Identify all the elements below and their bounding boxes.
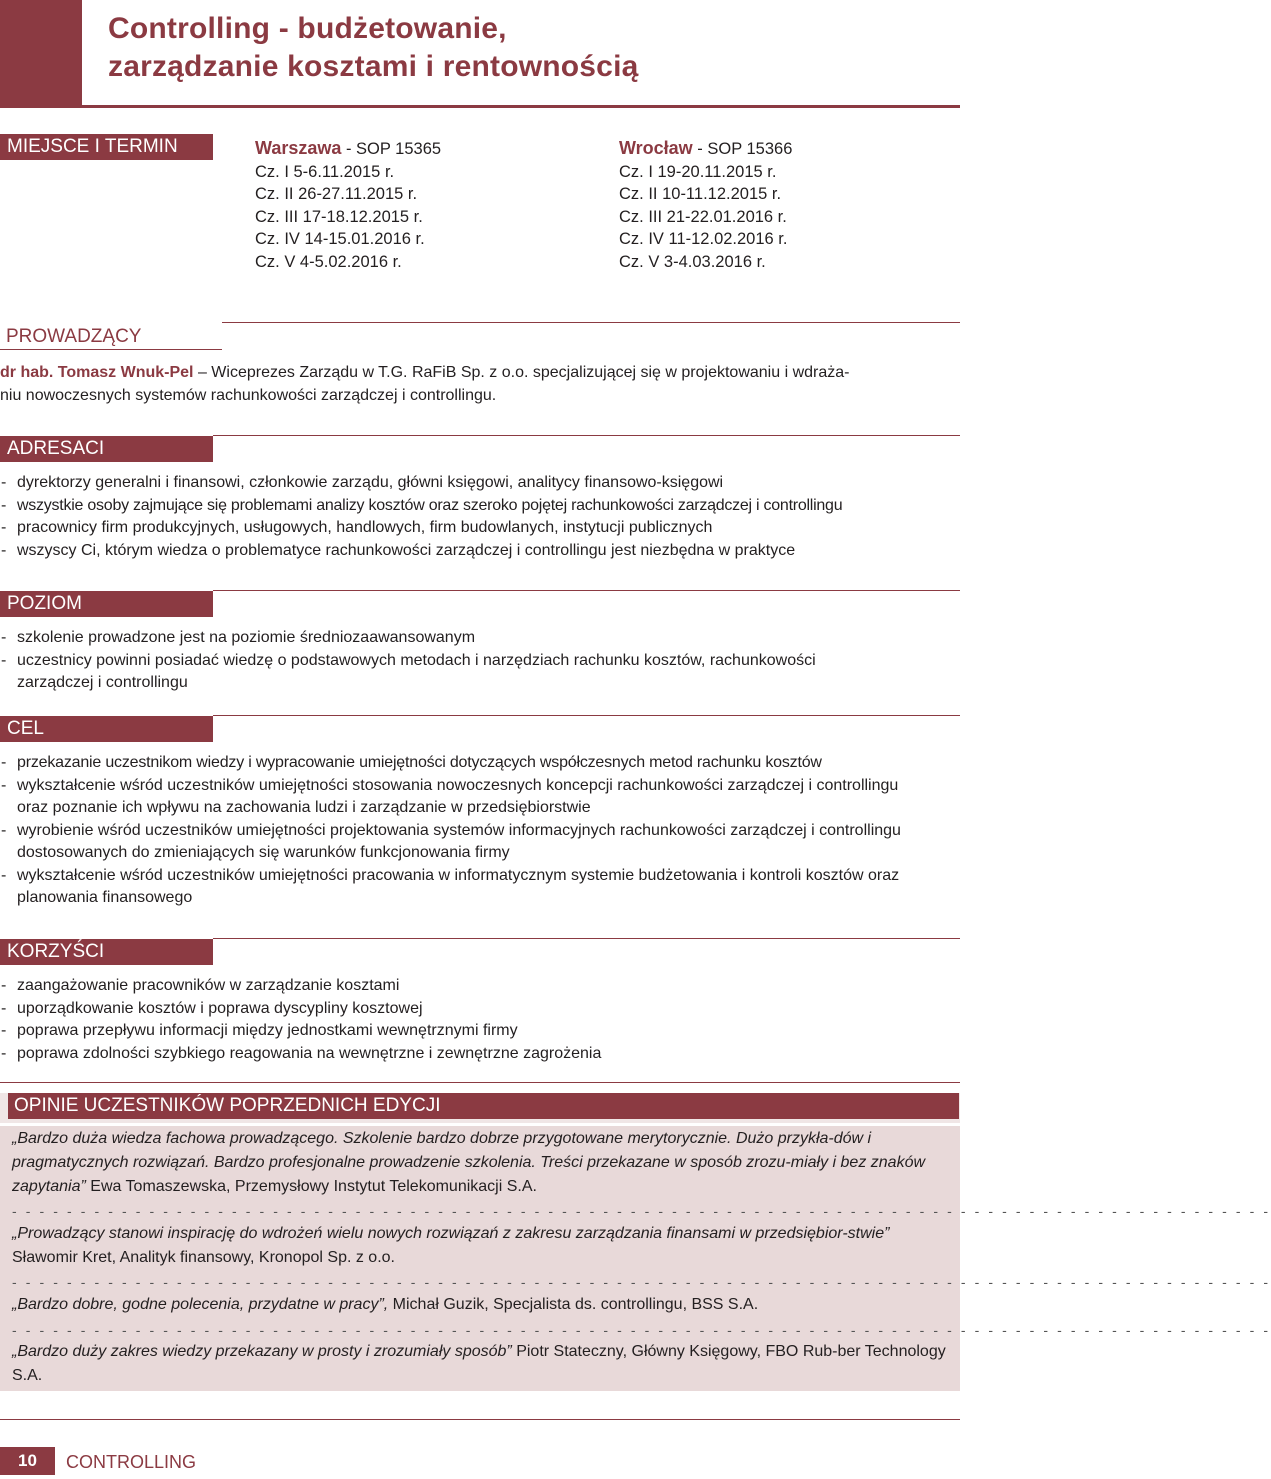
wroclaw-date: Cz. II 10-11.12.2015 r.	[619, 185, 782, 203]
list-item: - dyrektorzy generalni i finansowi, członkowie zarządu, główni księgowi, analitycy finansowo-księgowi	[0, 472, 960, 495]
opinion-item	[12, 1293, 952, 1317]
warszawa-date: Cz. IV 14-15.01.2016 r.	[255, 230, 425, 248]
section-korzysci-label: KORZYŚCI	[0, 939, 213, 965]
list-item: - pracownicy firm produkcyjnych, usługowych, handlowych, firm budowlanych, instytucji publicznych	[0, 517, 960, 540]
opinion-item	[12, 1222, 952, 1270]
page-title	[108, 10, 639, 86]
section-opinie-rule	[0, 1082, 960, 1083]
warszawa-date: Cz. III 17-18.12.2015 r.	[255, 207, 423, 226]
section-prowadzacy-underline	[0, 349, 222, 350]
opinion-separator: - - - - - - - - - - - - - - - - - - - - - - - - - - - - - - - - - - - - - - - - - - - - - - - - - - - - - - - - - - - - - - - - - - - - - - - - - - - - - - - - - - - - - - - - - - - -	[12, 1203, 1271, 1219]
wroclaw-code: - SOP 15366	[692, 140, 793, 158]
footer-label: CONTROLLING	[66, 1452, 197, 1472]
opinion-separator: - - - - - - - - - - - - - - - - - - - - - - - - - - - - - - - - - - - - - - - - - - - - - - - - - - - - - - - - - - - - - - - - - - - - - - - - - - - - - - - - - - - - - - - - - - - -	[12, 1322, 1271, 1338]
opinion-quote: „Bardzo dobre, godne polecenia, przydatne w pracy”,	[12, 1296, 389, 1313]
poziom-list	[0, 627, 820, 695]
footer-rule	[0, 1419, 960, 1420]
title-accent-square	[0, 0, 82, 108]
wroclaw-date: Cz. V 3-4.03.2016 r.	[619, 252, 766, 271]
opinion-author: Piotr Stateczny, Główny Księgowy, FBO Rub-ber Technology S.A.	[12, 1343, 946, 1384]
section-adresaci-rule	[213, 435, 960, 436]
korzysci-list	[0, 975, 960, 1065]
opinion-item	[12, 1127, 952, 1199]
warszawa-column	[255, 137, 585, 273]
opinion-quote: „Bardzo duży zakres wiedzy przekazany w prosty i zrozumiały sposób”	[12, 1343, 512, 1360]
warszawa-date: Cz. I 5-6.11.2015 r.	[255, 162, 395, 181]
wroclaw-date: Cz. IV 11-12.02.2016 r.	[619, 230, 788, 248]
page-number: 10	[0, 1447, 55, 1475]
cel-list	[0, 752, 960, 910]
wroclaw-date: Cz. III 21-22.01.2016 r.	[619, 207, 787, 226]
warszawa-date: Cz. V 4-5.02.2016 r.	[255, 252, 402, 271]
prowadzacy-text: – Wiceprezes Zarządu w T.G. RaFiB Sp. z o.o. specjalizującej się w projektowaniu i wdraża-	[193, 364, 850, 381]
prowadzacy-text-2: niu nowoczesnych systemów rachunkowości zarządczej i controllingu.	[0, 386, 497, 404]
prowadzacy-name: dr hab. Tomasz Wnuk-Pel	[0, 364, 194, 381]
section-poziom-rule	[213, 590, 960, 591]
opinion-author: Ewa Tomaszewska, Przemysłowy Instytut Telekomunikacji S.A.	[85, 1178, 537, 1195]
opinion-quote: „Bardzo duża wiedza fachowa prowadzącego. Szkolenie bardzo dobrze przygotowane merytorycznie. Dużo przykła-dów i pragmatycznych rozwiązań. Bardzo profesjonalne prowadzenie szkolenia. Treści przekazane w sposób zrozu-miały i bez znaków zapytania”	[12, 1130, 926, 1195]
list-item: - przekazanie uczestnikom wiedzy i wypracowanie umiejętności dotyczących współczesnych metod rachunku kosztów	[0, 752, 960, 775]
opinion-author: Sławomir Kret, Analityk finansowy, Kronopol Sp. z o.o.	[12, 1249, 395, 1266]
section-prowadzacy-rule	[222, 322, 960, 323]
list-item: - uporządkowanie kosztów i poprawa dyscypliny kosztowej	[0, 998, 960, 1021]
list-item: - poprawa zdolności szybkiego reagowania na wewnętrzne i zewnętrzne zagrożenia	[0, 1043, 960, 1066]
prowadzacy-description	[0, 362, 960, 407]
list-item: - wykształcenie wśród uczestników umiejętności pracowania w informatycznym systemie budżetowania i kontroli kosztów oraz planowania finansowego	[0, 865, 930, 910]
list-item: - wykształcenie wśród uczestników umiejętności stosowania nowoczesnych koncepcji rachunkowości zarządczej i controllingu oraz poznanie ich wpływu na zachowania ludzi i zarządzanie w przedsiębiorstwie	[0, 775, 930, 820]
section-opinie-label: OPINIE UCZESTNIKÓW POPRZEDNICH EDYCJI	[8, 1093, 959, 1119]
wroclaw-city: Wrocław	[619, 138, 693, 158]
page-title-line2: zarządzanie kosztami i rentownością	[108, 50, 639, 83]
section-cel-rule	[213, 715, 960, 716]
title-block	[0, 0, 960, 110]
list-item: - szkolenie prowadzone jest na poziomie średniozaawansowanym	[0, 627, 820, 650]
list-item: - poprawa przepływu informacji między jednostkami wewnętrznymi firmy	[0, 1020, 960, 1043]
list-item: - uczestnicy powinni posiadać wiedzę o podstawowych metodach i narzędziach rachunku kosztów, rachunkowości zarządczej i controllingu	[0, 650, 820, 695]
opinion-author: Michał Guzik, Specjalista ds. controllingu, BSS S.A.	[388, 1296, 759, 1313]
section-poziom-label: POZIOM	[0, 591, 213, 617]
page-title-line1: Controlling - budżetowanie,	[108, 12, 507, 45]
wroclaw-column	[619, 137, 949, 273]
section-korzysci-rule	[213, 938, 960, 939]
warszawa-city: Warszawa	[255, 138, 342, 158]
section-prowadzacy-label: PROWADZĄCY	[0, 324, 222, 350]
opinion-separator: - - - - - - - - - - - - - - - - - - - - - - - - - - - - - - - - - - - - - - - - - - - - - - - - - - - - - - - - - - - - - - - - - - - - - - - - - - - - - - - - - - - - - - - - - - - -	[12, 1274, 1271, 1290]
opinion-item	[12, 1340, 952, 1388]
warszawa-date: Cz. II 26-27.11.2015 r.	[255, 185, 418, 203]
list-item: - wyrobienie wśród uczestników umiejętności projektowania systemów informacyjnych rachunkowości zarządczej i controllingu dostosowanych do zmieniających się warunków funkcjonowania firmy	[0, 820, 930, 865]
list-item: - zaangażowanie pracowników w zarządzanie kosztami	[0, 975, 960, 998]
section-miejsce-label: MIEJSCE I TERMIN	[0, 134, 213, 160]
list-item: - wszystkie osoby zajmujące się problemami analizy kosztów oraz szeroko pojętej rachunkowości zarządczej i controllingu	[0, 495, 960, 518]
list-item: - wszyscy Ci, którym wiedza o problematyce rachunkowości zarządczej i controllingu jest niezbędna w praktyce	[0, 540, 960, 563]
wroclaw-date: Cz. I 19-20.11.2015 r.	[619, 162, 777, 181]
adresaci-list	[0, 472, 960, 562]
section-adresaci-label: ADRESACI	[0, 436, 213, 462]
title-rule	[82, 105, 960, 108]
opinion-quote: „Prowadzący stanowi inspirację do wdrożeń wielu nowych rozwiązań z zakresu zarządzania finansami w przedsiębior-stwie”	[12, 1225, 890, 1242]
warszawa-code: - SOP 15365	[341, 140, 442, 158]
section-cel-label: CEL	[0, 716, 213, 742]
